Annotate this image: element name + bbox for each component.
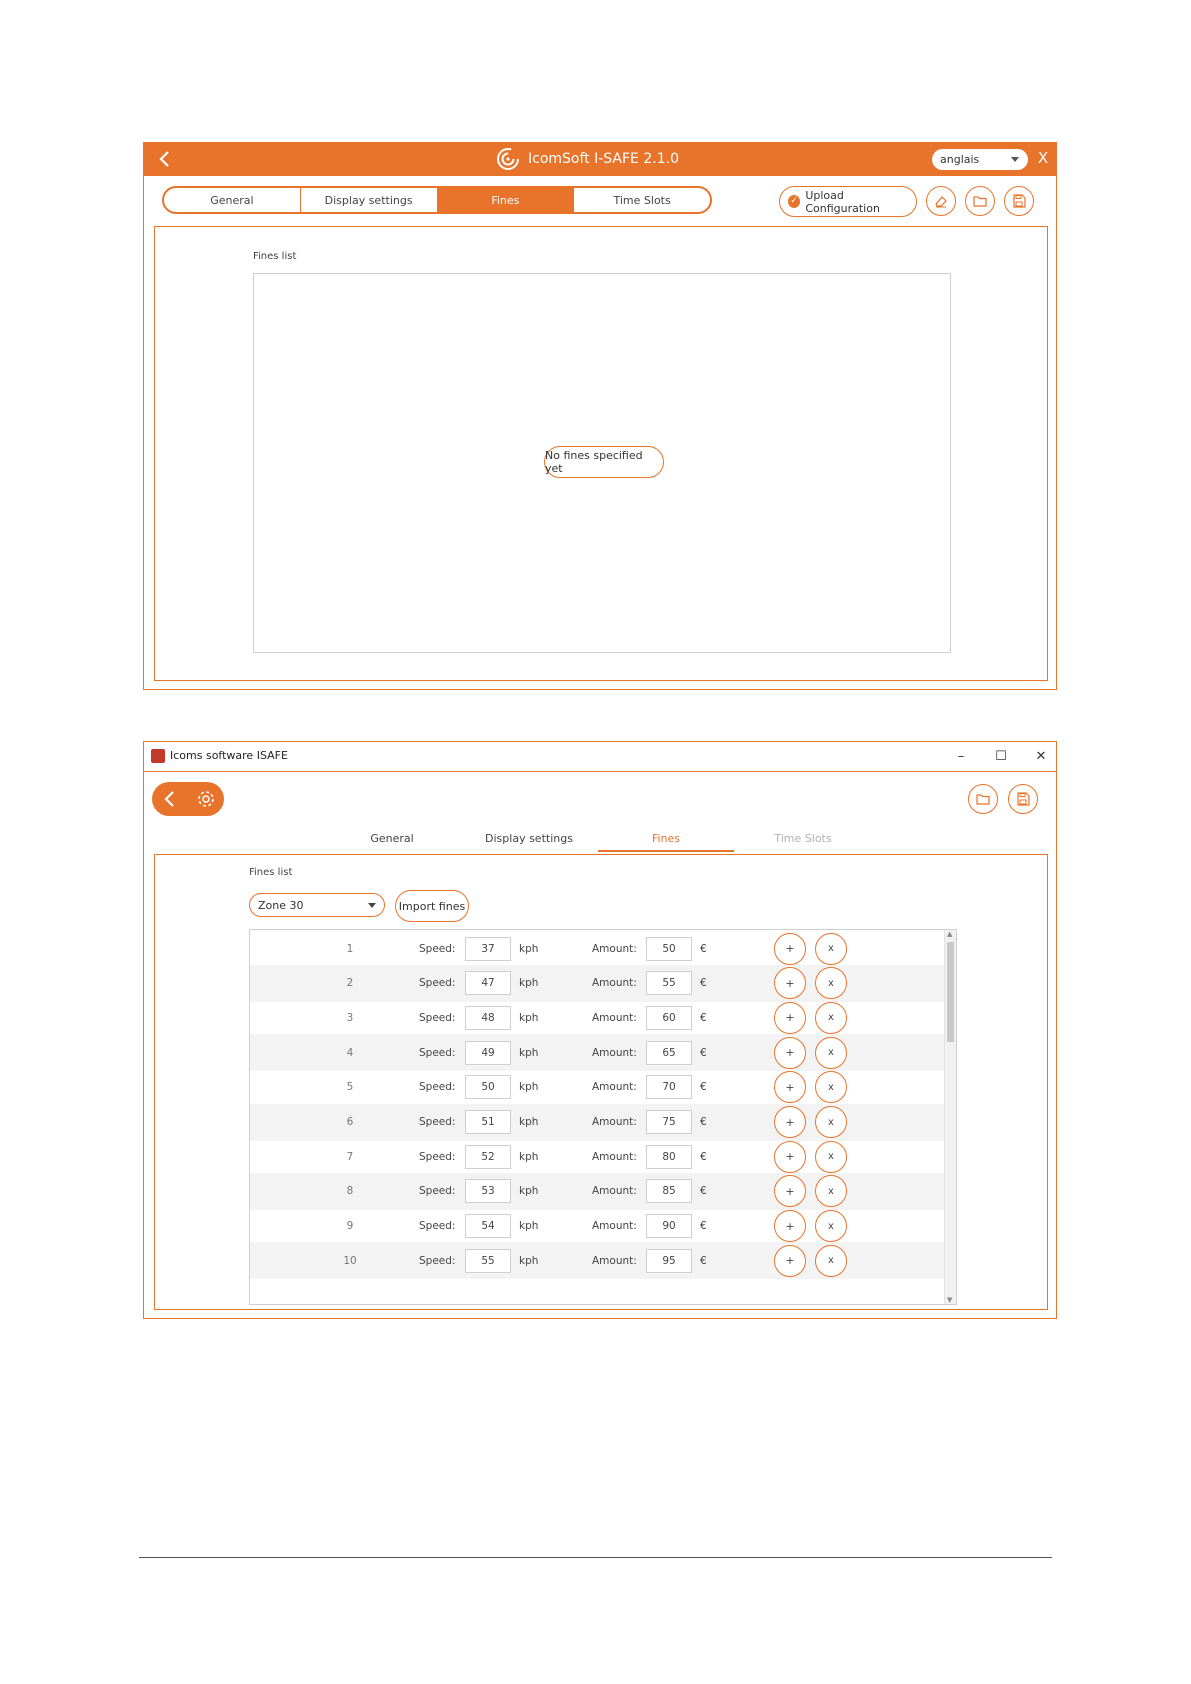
app-title-text: IcomSoft I-SAFE 2.1.0 — [528, 151, 679, 167]
add-fine-button[interactable]: + — [774, 967, 806, 999]
speed-unit: kph — [519, 1116, 539, 1128]
speed-unit: kph — [519, 1254, 539, 1267]
speed-input[interactable]: 50 — [465, 1075, 511, 1099]
speed-label: Speed: — [419, 1220, 456, 1233]
add-fine-button[interactable]: + — [774, 1037, 806, 1069]
window-titlebar — [144, 742, 1056, 772]
window-title: Icoms software ISAFE — [170, 749, 288, 762]
remove-fine-button[interactable]: x — [815, 1175, 847, 1207]
remove-fine-button[interactable]: x — [815, 1210, 847, 1242]
currency-label: € — [700, 1116, 707, 1128]
amount-label: Amount: — [592, 1081, 637, 1094]
add-fine-button[interactable]: + — [774, 1002, 806, 1034]
fines-list — [249, 929, 957, 1305]
open-file-button[interactable] — [968, 784, 998, 814]
speed-label: Speed: — [419, 1185, 456, 1198]
table-row — [250, 1034, 944, 1071]
tab-display-settings[interactable]: Display settings — [301, 188, 438, 212]
speed-unit: kph — [519, 977, 539, 990]
table-row — [250, 999, 944, 1036]
currency-label: € — [700, 1081, 707, 1094]
speed-unit: kph — [519, 1046, 539, 1059]
row-index: 2 — [346, 977, 354, 990]
fines-list-label: Fines list — [253, 251, 297, 262]
speed-label: Speed: — [419, 1254, 456, 1267]
speed-label: Speed: — [419, 1150, 456, 1163]
amount-label: Amount: — [592, 1254, 637, 1267]
row-index: 9 — [346, 1220, 354, 1233]
currency-label: € — [700, 977, 707, 990]
speed-input[interactable]: 47 — [465, 971, 511, 995]
row-index: 7 — [346, 1150, 354, 1163]
speed-input[interactable]: 53 — [465, 1179, 511, 1203]
gear-icon — [194, 787, 218, 811]
open-file-button[interactable] — [965, 186, 995, 216]
zone-select[interactable] — [249, 893, 385, 917]
amount-input[interactable]: 95 — [646, 1249, 692, 1273]
speed-unit: kph — [519, 1011, 539, 1024]
language-value: anglais — [940, 153, 980, 166]
zone-value: Zone 30 — [258, 898, 304, 912]
tab-bar — [324, 826, 874, 850]
table-row — [250, 965, 944, 1002]
tab-time-slots[interactable]: Time Slots — [613, 193, 671, 207]
table-row — [250, 1069, 944, 1106]
amount-input[interactable]: 80 — [646, 1145, 692, 1169]
fines-list-label: Fines list — [249, 867, 293, 878]
row-index: 10 — [343, 1254, 357, 1267]
currency-label: € — [700, 1185, 707, 1198]
amount-input[interactable]: 55 — [646, 971, 692, 995]
table-row — [250, 1242, 944, 1279]
row-index: 8 — [346, 1185, 354, 1198]
back-settings-button[interactable] — [152, 782, 224, 816]
remove-fine-button[interactable]: x — [815, 1002, 847, 1034]
amount-label: Amount: — [592, 1150, 637, 1163]
amount-label: Amount: — [592, 1220, 637, 1233]
amount-input[interactable]: 50 — [646, 937, 692, 961]
row-index: 3 — [346, 1011, 354, 1024]
row-index: 1 — [346, 942, 354, 955]
table-row — [250, 1104, 944, 1141]
speed-input[interactable]: 55 — [465, 1249, 511, 1273]
speed-unit: kph — [519, 1150, 539, 1163]
amount-input[interactable]: 75 — [646, 1110, 692, 1134]
row-index: 4 — [346, 1046, 354, 1059]
speed-input[interactable]: 49 — [465, 1041, 511, 1065]
language-select[interactable] — [932, 149, 1028, 170]
content-panel — [154, 854, 1048, 1310]
speed-input[interactable]: 52 — [465, 1145, 511, 1169]
currency-label: € — [700, 1254, 707, 1267]
tab-time-slots[interactable]: Time Slots — [774, 831, 832, 845]
speed-input[interactable]: 54 — [465, 1214, 511, 1238]
currency-label: € — [700, 942, 707, 955]
remove-fine-button[interactable]: x — [815, 1037, 847, 1069]
back-arrow-icon — [159, 788, 181, 810]
amount-label: Amount: — [592, 977, 637, 990]
speed-input[interactable]: 37 — [465, 937, 511, 961]
page-footer-rule — [139, 1557, 1052, 1558]
folder-icon — [972, 193, 988, 209]
speed-label: Speed: — [419, 1116, 456, 1128]
speed-unit: kph — [519, 1081, 539, 1094]
folder-icon — [975, 791, 991, 807]
add-fine-button[interactable]: + — [774, 1210, 806, 1242]
tab-general[interactable]: General — [370, 831, 414, 845]
currency-label: € — [700, 1046, 707, 1059]
chevron-down-icon — [368, 903, 376, 908]
amount-input[interactable]: 70 — [646, 1075, 692, 1099]
close-button[interactable]: X — [1037, 149, 1049, 167]
import-fines-button[interactable]: Import fines — [395, 890, 469, 922]
upload-label: Upload Configuration — [805, 188, 880, 215]
speed-label: Speed: — [419, 942, 456, 955]
scroll-up-icon[interactable]: ▲ — [947, 930, 953, 938]
screenshot-fines-empty — [143, 142, 1057, 690]
save-icon — [1011, 193, 1027, 209]
save-button[interactable] — [1004, 186, 1034, 216]
check-icon: ✓ — [788, 195, 800, 208]
speed-label: Speed: — [419, 1046, 456, 1059]
table-row — [250, 1208, 944, 1245]
amount-label: Amount: — [592, 1046, 637, 1059]
tab-bar — [162, 186, 712, 214]
tab-display-settings[interactable]: Display settings — [485, 831, 573, 845]
amount-input[interactable]: 65 — [646, 1041, 692, 1065]
speed-label: Speed: — [419, 977, 456, 990]
remove-fine-button[interactable]: x — [815, 933, 847, 965]
add-fine-button[interactable]: + — [774, 1245, 806, 1277]
speed-unit: kph — [519, 1220, 539, 1233]
amount-input[interactable]: 85 — [646, 1179, 692, 1203]
table-row — [250, 930, 944, 967]
amount-label: Amount: — [592, 1116, 637, 1128]
scrollbar-thumb[interactable] — [947, 942, 954, 1042]
erase-button[interactable] — [926, 186, 956, 216]
scrollbar[interactable] — [944, 930, 956, 1304]
add-fine-button[interactable]: + — [774, 1141, 806, 1173]
screenshot-fines-list — [143, 741, 1057, 1319]
save-icon — [1015, 791, 1031, 807]
speed-input[interactable]: 51 — [465, 1110, 511, 1134]
add-fine-button[interactable]: + — [774, 1106, 806, 1138]
table-row — [250, 1138, 944, 1175]
window-close-button[interactable]: ✕ — [1035, 749, 1047, 764]
amount-label: Amount: — [592, 1185, 637, 1198]
logo-icon — [496, 147, 520, 171]
add-fine-button[interactable]: + — [774, 1071, 806, 1103]
maximize-button[interactable]: ☐ — [995, 749, 1007, 764]
add-fine-button[interactable]: + — [774, 1175, 806, 1207]
table-row — [250, 1173, 944, 1210]
speed-input[interactable]: 48 — [465, 1006, 511, 1030]
remove-fine-button[interactable]: x — [815, 1141, 847, 1173]
remove-fine-button[interactable]: x — [815, 1071, 847, 1103]
amount-input[interactable]: 60 — [646, 1006, 692, 1030]
upload-configuration-button[interactable] — [779, 186, 917, 217]
tab-fines[interactable]: Fines — [598, 826, 734, 852]
add-fine-button[interactable]: + — [774, 933, 806, 965]
amount-label: Amount: — [592, 942, 637, 955]
eraser-icon — [933, 193, 949, 209]
row-index: 6 — [346, 1116, 354, 1128]
currency-label: € — [700, 1220, 707, 1233]
content-panel — [154, 226, 1048, 681]
scroll-down-icon[interactable]: ▼ — [947, 1296, 953, 1304]
row-index: 5 — [346, 1081, 354, 1094]
speed-unit: kph — [519, 942, 539, 955]
tab-general[interactable]: General — [164, 188, 301, 212]
speed-label: Speed: — [419, 1081, 456, 1094]
app-icon — [151, 749, 165, 763]
amount-label: Amount: — [592, 1011, 637, 1024]
minimize-button[interactable]: – — [957, 749, 965, 764]
amount-input[interactable]: 90 — [646, 1214, 692, 1238]
tab-fines[interactable]: Fines — [438, 188, 575, 212]
save-button[interactable] — [1008, 784, 1038, 814]
chevron-down-icon — [1011, 157, 1019, 162]
speed-label: Speed: — [419, 1011, 456, 1024]
speed-unit: kph — [519, 1185, 539, 1198]
empty-state-badge: No fines specified yet — [544, 446, 664, 478]
app-header — [144, 142, 1056, 176]
back-arrow-icon[interactable] — [152, 146, 178, 172]
currency-label: € — [700, 1011, 707, 1024]
remove-fine-button[interactable]: x — [815, 1245, 847, 1277]
app-title — [496, 148, 679, 170]
fines-list-box — [253, 273, 951, 653]
currency-label: € — [700, 1150, 707, 1163]
remove-fine-button[interactable]: x — [815, 1106, 847, 1138]
remove-fine-button[interactable]: x — [815, 967, 847, 999]
